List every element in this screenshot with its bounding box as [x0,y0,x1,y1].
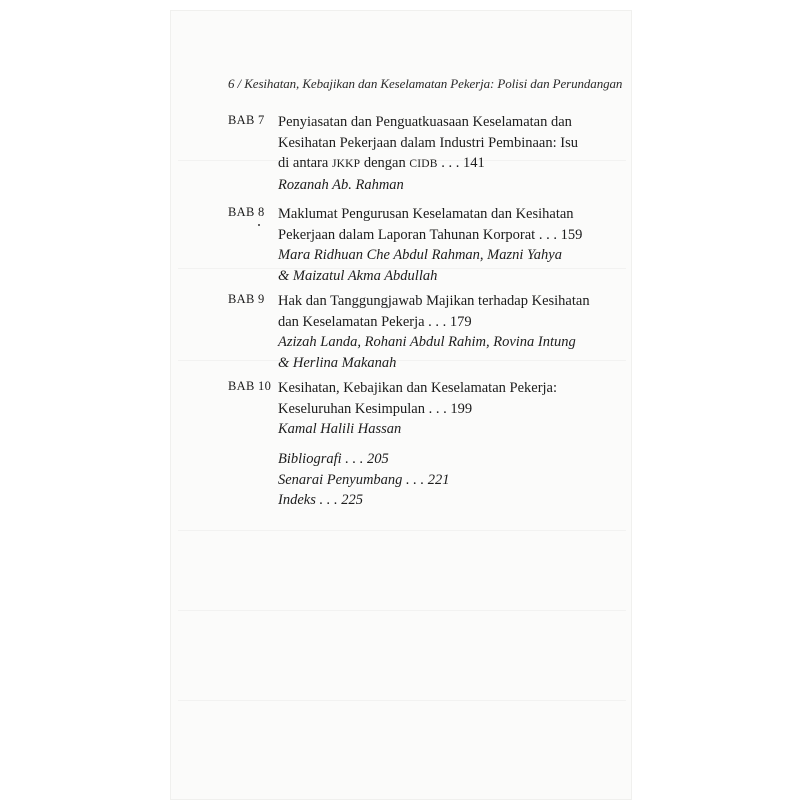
chapter-title-line: Penyiasatan dan Penguatkuasaan Keselamatan dan [278,114,572,130]
chapter-title-line [278,153,638,175]
chapter-text [278,291,638,373]
title-text: di antara [278,155,332,171]
chapter-label: BAB 10 [228,379,272,393]
running-head: 6 / Kesihatan, Kebajikan dan Keselamatan Pekerja: Polisi dan Perundangan [228,76,623,91]
chapter-author-line: Azizah Landa, Rohani Abdul Rahim, Rovina Intung [278,334,576,350]
ink-speck [258,224,260,226]
chapter-title-line: Kesihatan Pekerjaan dalam Industri Pembinaan: Isu [278,134,578,151]
chapter-title-line: Kesihatan, Kebajikan dan Keselamatan Pekerja: [278,380,558,396]
chapter-title-line: Pekerjaan dalam Laporan Tahunan Korporat . . . 159 [278,226,583,243]
back-matter-item-indeks: Indeks . . . 225 [278,492,363,508]
chapter-title-line: Maklumat Pengurusan Keselamatan dan Kesihatan [278,206,574,222]
chapter-text [278,378,638,440]
book-page [170,10,632,800]
chapter-title-line: Keseluruhan Kesimpulan . . . 199 [278,400,473,417]
chapter-title-line: Hak dan Tanggungjawab Majikan terhadap Kesihatan [278,293,590,309]
chapter-text [278,112,638,195]
back-matter-item-bibliografi: Bibliografi . . . 205 [278,451,389,467]
chapter-author-line: Kamal Halili Hassan [278,421,402,437]
abbreviation: CIDB [409,158,438,170]
chapter-label: BAB 8 [228,205,265,219]
chapter-label: BAB 9 [228,292,265,306]
bleed-through-line [178,700,626,701]
back-matter-item-senarai-penyumbang: Senarai Penyumbang . . . 221 [278,471,450,488]
page-reference: . . . 141 [437,155,485,171]
chapter-author-line: Mara Ridhuan Che Abdul Rahman, Mazni Yahya [278,247,562,263]
chapter-text [278,204,638,286]
title-text: dengan [360,155,410,171]
abbreviation: JKKP [331,158,361,170]
back-matter-list [278,449,450,511]
chapter-author-line: & Maizatul Akma Abdullah [278,267,438,284]
chapter-label: BAB 7 [228,113,265,127]
chapter-author-line: Rozanah Ab. Rahman [278,176,404,193]
bleed-through-line [178,530,626,531]
bleed-through-line [178,610,626,611]
chapter-author-line: & Herlina Makanah [278,354,397,371]
chapter-title-line: dan Keselamatan Pekerja . . . 179 [278,313,472,330]
